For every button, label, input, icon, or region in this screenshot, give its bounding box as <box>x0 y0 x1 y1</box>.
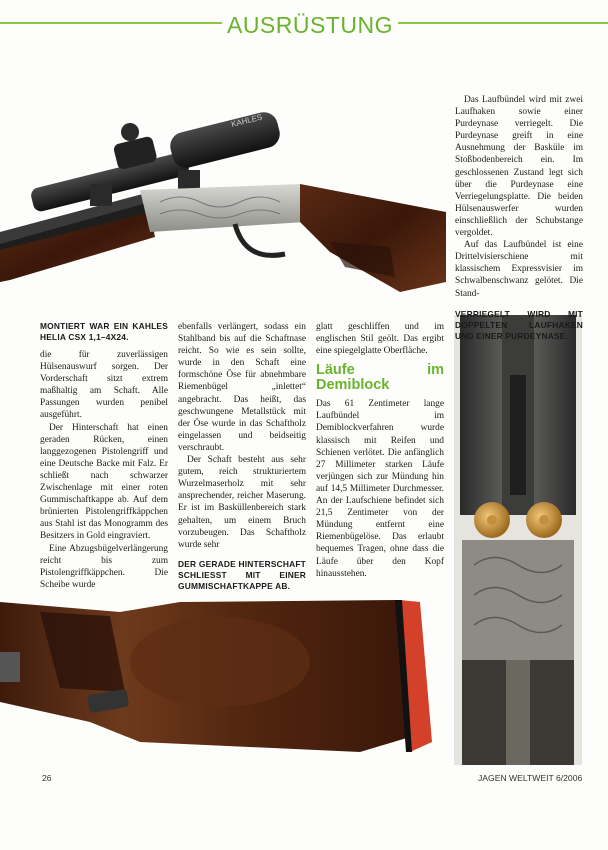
paragraph: Das 61 Zentimeter lange Laufbündel im Demiblockverfahren wurde klassisch mit Reifen und Schienen verlötet. Die anfänglich 27 Millimeter starken Läufe verjüngen sich zur Mündung hin auf 14,5 Millimeter Durchmesser. An der Laufschiene befindet sich 21,5 Zentimeter von der Mündung entfernt eine Riemenbügelöse. Das erlaubt bequemes Tragen, ohne dass die Läufe über den Kopf hinausstehen. <box>316 399 444 579</box>
paragraph: Eine Abzugsbügelverlängerung reicht bis zum Pistolengriffkäppchen. Die Scheibe wurde <box>40 543 168 590</box>
section-title: AUSRÜSTUNG <box>226 12 393 38</box>
header-rule-right <box>398 22 608 24</box>
scope-brand-text: KAHLES <box>230 112 264 129</box>
photo-caption-breech: VERRIEGELT WIRD MIT DOPPELTEN LAUFHAKEN UND EINER PURDEYNASE. <box>455 308 583 341</box>
photo-caption-stock: DER GERADE HINTERSCHAFT SCHLIESST MIT EINER GUMMISCHAFTKAPPE AB. <box>178 558 306 591</box>
text-column-right-top <box>455 94 583 342</box>
rifle-scope-photo <box>0 72 446 312</box>
paragraph: Der Hinterschaft hat einen geraden Rücken, einen langgezogenen Pistolengriff und eine Deutsche Backe mit Falz. Er schließt nach schwarzer Zwischenlage mit einer roten Gummischaftkappe ab. Auf dem brünierten Pistolengriffkäppchen aus Stahl ist das Monogramm des Besitzers in Gold eingraviert. <box>40 422 168 542</box>
page-number: 26 <box>42 773 52 783</box>
paragraph: die für zuverlässigen Hülsenauswurf sorgen. Der Vorderschaft sitzt extrem maßhaltig am Schaft. Alle Passungen wurden penibel ausgeführt. <box>40 350 168 421</box>
header-rule-left <box>0 22 222 24</box>
barrel-breech-photo <box>454 315 582 765</box>
text-column-1 <box>40 321 168 591</box>
text-column-2 <box>178 321 306 592</box>
paragraph: Der Schaft besteht aus sehr gutem, reich strukturiertem Wurzelmaserholz mit sehr ansprechender, reicher Maserung. Er ist im Basküllenbereich stark gehalten, um einem Bruch vorzubeugen. Das Schaftholz wurde sehr <box>178 455 306 550</box>
magazine-issue: JAGEN WELTWEIT 6/2006 <box>478 773 583 783</box>
buttstock-photo <box>0 592 432 762</box>
text-column-3 <box>316 321 444 580</box>
paragraph: Auf das Laufbündel ist eine Drittelvisierschiene mit klassischem Expressvisier im Schwalbenschwanz gelötet. Die Stand- <box>455 240 583 299</box>
photo-caption-scope: MONTIERT WAR EIN KAHLES HELIA CSX 1,1–4X24. <box>40 321 168 342</box>
paragraph: ebenfalls verlängert, sodass ein Stahlband bis auf die Schaftnase reicht. So wie es sein sollte, wurde in den Schaft eine formschöne Öse für abnehmbare Riemenbügel „inlettet“ angebracht. Das heißt, das geschwungene Metallstück mit der Öse wurde in das Schaftholz eingelassen und beidseitig verschraubt. <box>178 322 306 453</box>
paragraph: Das Laufbündel wird mit zwei Laufhaken sowie einer Purdeynase verriegelt. Die Purdeynase greift in eine Ausnehmung der Basküle im Stoßbodenbereich ein. Im geschlossenen Zustand legt sich über die Purdeynase eine Verriegelungsplatte. Die beiden Hülsenauswerfer wurden einschließlich der Schubstange vergoldet. <box>455 95 583 239</box>
paragraph: glatt geschliffen und im englischen Stil geölt. Das ergibt eine spiegelglatte Oberfläche. <box>316 322 444 357</box>
section-subheading: Läufe im Demiblock <box>316 362 444 394</box>
